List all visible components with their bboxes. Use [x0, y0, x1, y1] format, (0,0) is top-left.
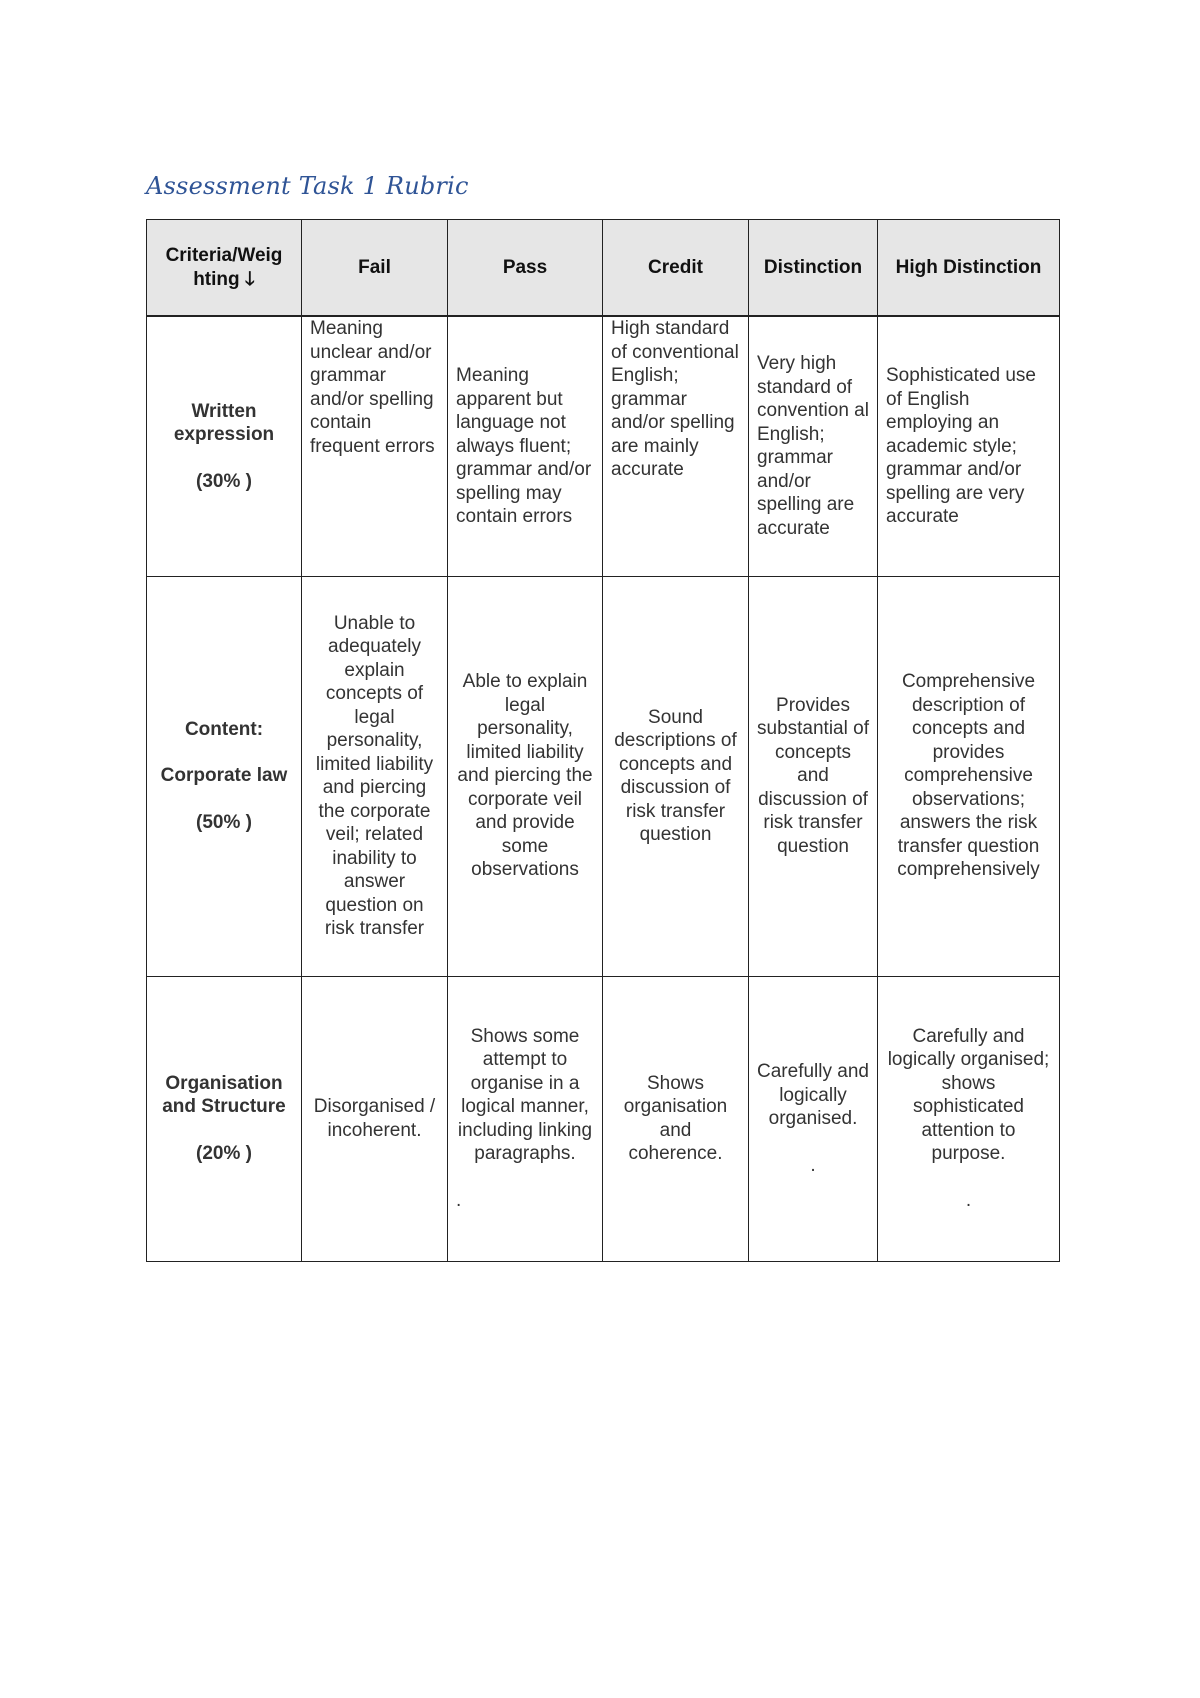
rubric-table — [146, 219, 1060, 1262]
header-criteria-label: Criteria/Weig hting — [165, 245, 283, 290]
cell-written-pass: Meaning apparent but language not always fluent; grammar and/or spelling may contain errors — [448, 316, 603, 576]
cell-content-distinction: Provides substantial of concepts and discussion of risk transfer question — [749, 576, 878, 976]
cell-text: Shows some attempt to organise in a logical manner, including linking paragraphs. — [457, 1025, 593, 1165]
criteria-name: Content: — [184, 718, 264, 740]
cell-note: . — [965, 1189, 972, 1211]
cell-org-pass — [448, 976, 603, 1261]
table-row-organisation — [147, 976, 1060, 1261]
cell-content-fail: Unable to adequately explain concepts of legal personality, limited liability and piercing the corporate veil; related inability to answer question on risk transfer — [302, 576, 448, 976]
cell-text: Carefully and logically organised. — [757, 1061, 869, 1129]
cell-text: Carefully and logically organised; shows sophisticated attention to purpose. — [887, 1025, 1050, 1165]
criteria-name: Organisation and Structure — [162, 1072, 286, 1118]
cell-org-credit: Shows organisation and coherence. — [603, 976, 749, 1261]
header-distinction: Distinction — [749, 220, 878, 317]
cell-written-high-distinction: Sophisticated use of English employing an academic style; grammar and/or spelling are very accurate — [878, 316, 1060, 576]
cell-content-pass: Able to explain legal personality, limited liability and piercing the corporate veil and provide some observations — [448, 576, 603, 976]
cell-content-high-distinction: Comprehensive description of concepts and provides comprehensive observations; answers the risk transfer question comprehensively — [878, 576, 1060, 976]
table-row-content — [147, 576, 1060, 976]
table-row-written-expression — [147, 316, 1060, 576]
header-pass: Pass — [448, 220, 603, 317]
header-row — [147, 220, 1060, 317]
document-title: Assessment Task 1 Rubric — [146, 172, 469, 200]
criteria-subname: Corporate law — [160, 765, 288, 787]
criteria-organisation — [147, 976, 302, 1261]
criteria-name: Written expression — [173, 400, 275, 445]
cell-content-credit: Sound descriptions of concepts and discussion of risk transfer question — [603, 576, 749, 976]
criteria-written-expression — [147, 316, 302, 576]
criteria-content — [147, 576, 302, 976]
criteria-weight: (30% ) — [196, 470, 252, 492]
header-high-distinction: High Distinction — [878, 220, 1060, 317]
cell-org-high-distinction — [878, 976, 1060, 1261]
criteria-weight: (20% ) — [196, 1142, 252, 1164]
cell-written-distinction: Very high standard of convention al English; grammar and/or spelling are accurate — [749, 316, 878, 576]
cell-written-credit: High standard of conventional English; grammar and/or spelling are mainly accurate — [603, 316, 749, 576]
cell-note: . — [456, 1189, 462, 1211]
cell-note: . — [810, 1154, 816, 1176]
header-credit: Credit — [603, 220, 749, 317]
header-criteria — [147, 220, 302, 317]
down-arrow-icon: 🡓 — [244, 267, 255, 290]
cell-org-fail: Disorganised / incoherent. — [302, 976, 448, 1261]
header-fail: Fail — [302, 220, 448, 317]
cell-org-distinction — [749, 976, 878, 1261]
cell-written-fail: Meaning unclear and/or grammar and/or spelling contain frequent errors — [302, 316, 448, 576]
criteria-weight: (50% ) — [196, 811, 252, 833]
